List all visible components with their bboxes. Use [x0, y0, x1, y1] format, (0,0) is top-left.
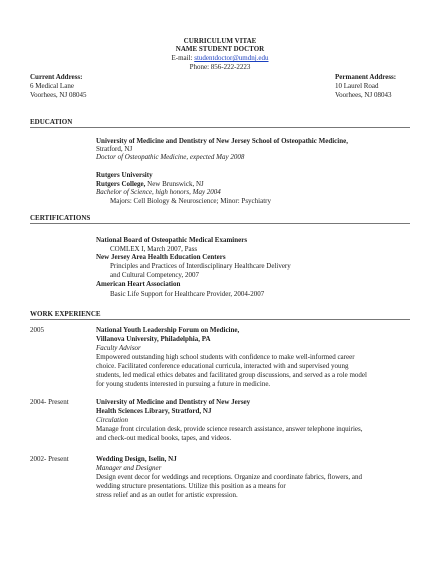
cert-2-org: New Jersey Area Health Education Centers: [96, 253, 226, 261]
permanent-address-label: Permanent Address:: [335, 73, 397, 81]
work-1-org-1: National Youth Leadership Forum on Medicine,: [96, 326, 240, 334]
email-label: E-mail:: [171, 54, 193, 62]
education-rule: [30, 127, 410, 128]
work-3-date: 2002- Present: [30, 455, 69, 463]
edu-1-location: Stratford, NJ: [96, 145, 133, 153]
cert-2-detail-2: and Cultural Competency, 2007: [110, 271, 199, 279]
cert-1-org: National Board of Osteopathic Medical Examiners: [96, 236, 248, 244]
work-2-role: Circulation: [96, 416, 129, 424]
edu-2-college: Rutgers College,: [96, 180, 146, 188]
work-1-desc-3: students, led medical ethics debates and facilitated group discussions, and served as a role model: [96, 371, 367, 379]
work-1-role: Faculty Advisor: [96, 344, 141, 352]
cert-3-detail: Basic Life Support for Healthcare Provider, 2004-2007: [110, 290, 265, 298]
permanent-address-line1: 10 Laurel Road: [335, 82, 379, 90]
cert-3-org: American Heart Association: [96, 280, 181, 288]
education-heading: EDUCATION: [30, 118, 73, 126]
edu-2-majors: Majors: Cell Biology & Neuroscience; Minor: Psychiatry: [110, 197, 271, 205]
work-3-role: Manager and Designer: [96, 464, 162, 472]
phone-label: Phone:: [189, 63, 210, 71]
edu-2-college-line: [96, 180, 204, 188]
work-1-org-2: Villanova University, Philadelphia, PA: [96, 335, 211, 343]
permanent-address-line2: Voorhees, NJ 08043: [335, 91, 392, 99]
current-address-label: Current Address:: [30, 73, 83, 81]
cert-2-detail-1: Principles and Practices of Interdisciplinary Healthcare Delivery: [110, 262, 291, 270]
cert-1-detail: COMLEX I, March 2007, Pass: [110, 245, 198, 253]
work-3-org-1: Wedding Design, Iselin, NJ: [96, 455, 177, 463]
work-3-desc-2: wedding structure presentations. Utilize this position as a means for: [96, 482, 286, 490]
edu-2-degree: Bachelor of Science, high honors, May 2004: [96, 188, 221, 196]
current-address-line1: 6 Medical Lane: [30, 82, 74, 90]
work-3-desc-1: Design event decor for weddings and receptions. Organize and coordinate fabrics, flowers, and: [96, 473, 362, 481]
work-heading: WORK EXPERIENCE: [30, 310, 101, 318]
certifications-rule: [30, 223, 410, 224]
work-rule: [30, 319, 410, 320]
edu-2-school: Rutgers University: [96, 171, 153, 179]
work-1-desc-1: Empowered outstanding high school students with confidence to make well-informed career: [96, 353, 355, 361]
work-3-desc-3: stress relief and as an outlet for artistic expression.: [96, 491, 238, 499]
work-2-desc-1: Manage front circulation desk, provide science research assistance, answer telephone inquiries,: [96, 425, 363, 433]
phone-line: [0, 63, 440, 71]
work-2-desc-2: and check-out medical books, tapes, and videos.: [96, 434, 232, 442]
cv-title: CURRICULUM VITAE: [183, 37, 257, 45]
work-2-org-2: Health Sciences Library, Stratford, NJ: [96, 407, 212, 415]
phone-value: 856-222-2223: [210, 63, 251, 71]
current-address-line2: Voorhees, NJ 08045: [30, 91, 87, 99]
cv-name: NAME STUDENT DOCTOR: [175, 45, 265, 53]
work-2-date: 2004- Present: [30, 398, 69, 406]
email-line: [0, 54, 440, 62]
work-2-org-1: University of Medicine and Dentistry of New Jersey: [96, 398, 251, 406]
edu-1-school: University of Medicine and Dentistry of New Jersey School of Osteopathic Medicine,: [96, 137, 348, 145]
email-link[interactable]: studentdoctor@umdnj.edu: [194, 54, 269, 62]
work-1-date: 2005: [30, 326, 44, 334]
edu-1-degree: Doctor of Osteopathic Medicine, expected May 2008: [96, 153, 245, 161]
work-1-desc-4: for young students interested in pursuing a future in medicine.: [96, 380, 271, 388]
edu-2-college-location: New Brunswick, NJ: [145, 180, 204, 188]
work-1-desc-2: choice. Facilitated conference educational curricula, interacted with and supervised young: [96, 362, 349, 370]
certifications-heading: CERTIFICATIONS: [30, 214, 91, 222]
